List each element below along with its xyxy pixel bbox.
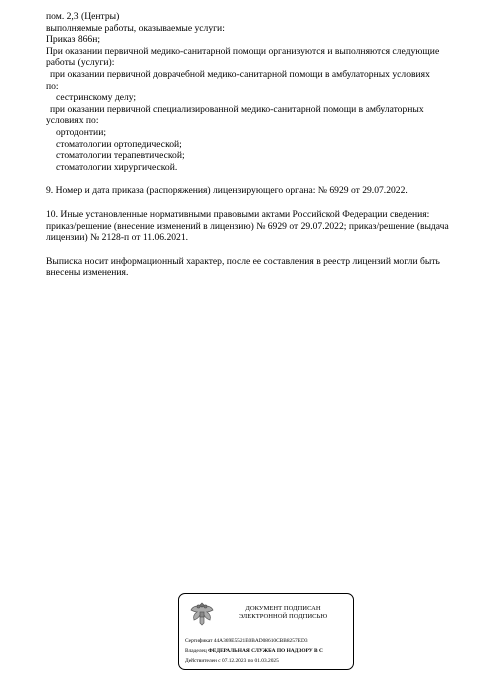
item-10-line: приказ/решение (внесение изменений в лицензию) № 6929 от 29.07.2022; приказ/решение (выдача (46, 220, 449, 232)
text-line: стоматологии терапевтической; (56, 150, 185, 162)
text-line: выполняемые работы, оказываемые услуги: (46, 22, 225, 34)
item-10-line: лицензии) № 2128-п от 11.06.2021. (46, 232, 189, 244)
text-line: условиях по: (46, 115, 99, 127)
owner-value: ФЕДЕРАЛЬНАЯ СЛУЖБА ПО НАДЗОРУ В С (208, 648, 323, 654)
coat-of-arms-icon (189, 600, 215, 628)
text-line: стоматологии ортопедической; (56, 138, 182, 150)
certificate-validity: Действителен с 07.12.2023 по 01.03.2025 (185, 658, 279, 664)
text-line: по: (46, 80, 59, 92)
stamp-title: ДОКУМЕНТ ПОДПИСАН ЭЛЕКТРОННОЙ ПОДПИСЬЮ (238, 605, 328, 621)
disclaimer-note: внесены изменения. (46, 267, 129, 279)
text-line: при оказании первичной доврачебной медико-санитарной помощи в амбулаторных условиях (50, 68, 430, 80)
certificate-owner (185, 647, 323, 655)
text-line: ортодонтии; (56, 126, 106, 138)
disclaimer-note: Выписка носит информационный характер, после ее составления в реестр лицензий могли быть (46, 255, 440, 267)
text-line: пом. 2,3 (Центры) (46, 11, 120, 22)
owner-label: Владелец (185, 648, 207, 654)
certificate-number: Сертификат 44A369E5521E0BAD08610CBB8257ED3 (185, 638, 308, 644)
text-line: при оказании первичной специализированной медико-санитарной помощи в амбулаторных (50, 103, 424, 115)
document-body (46, 11, 476, 279)
text-line: стоматологии хирургической. (56, 161, 178, 173)
text-line: При оказании первичной медико-санитарной помощи организуются и выполняются следующие (46, 45, 440, 57)
item-10-line: 10. Иные установленные нормативными правовыми актами Российской Федерации сведения: (46, 208, 430, 220)
text-line: Приказ 866н; (46, 34, 101, 46)
text-line: работы (услуги): (46, 57, 115, 69)
electronic-signature-stamp (178, 593, 354, 670)
text-line: сестринскому делу; (56, 92, 137, 104)
item-9-order-number: 9. Номер и дата приказа (распоряжения) лицензирующего органа: № 6929 от 29.07.2022. (46, 185, 408, 197)
